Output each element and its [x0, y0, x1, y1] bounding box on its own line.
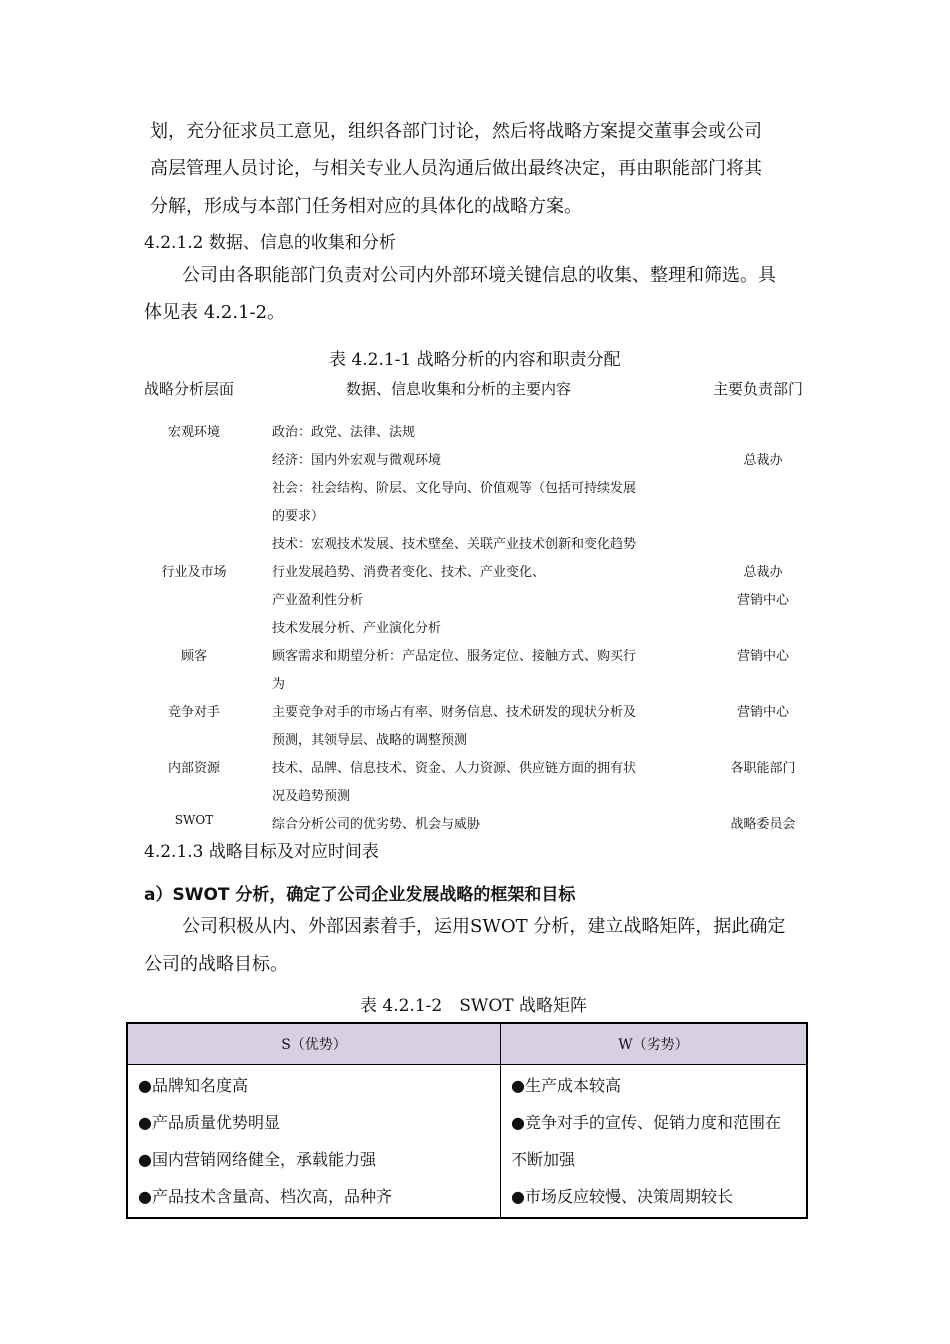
table1-content-row: 社会：社会结构、阶层、文化导向、价值观等（包括可持续发展 — [272, 481, 637, 496]
table1-content-row: 技术：宏观技术发展、技术壁垒、关联产业技术创新和变化趋势 — [272, 537, 637, 552]
table1-department: 营销中心 — [736, 705, 789, 720]
table1-header-level: 战略分析层面 — [144, 380, 235, 398]
table1-content-row: 技术、品牌、信息技术、资金、人力资源、供应链方面的拥有状 — [272, 761, 637, 776]
weakness-item: ●市场反应较慢、决策周期较长 — [511, 1187, 733, 1206]
swot-strengths-cell — [127, 1065, 501, 1219]
intro-line-2: 高层管理人员讨论，与相关专业人员沟通后做出最终决定，再由职能部门将其 — [150, 158, 762, 179]
table1-content-row: 经济：国内外宏观与微观环境 — [272, 453, 442, 468]
table1-department: 总裁办 — [743, 453, 783, 468]
table1-department: 营销中心 — [736, 593, 789, 608]
section-4213-subheading: a）SWOT 分析，确定了公司企业发展战略的框架和目标 — [144, 885, 576, 905]
strength-item: ●产品质量优势明显 — [138, 1113, 280, 1132]
table1-caption: 表 4.2.1-1 战略分析的内容和职责分配 — [329, 350, 621, 370]
swot-body-row — [127, 1065, 807, 1219]
intro-line-3: 分解，形成与本部门任务相对应的具体化的战略方案。 — [150, 196, 582, 217]
section-heading-4213: 4.2.1.3 战略目标及对应时间表 — [144, 842, 379, 862]
table1-content-row: 预测，其领导层、战略的调整预测 — [272, 733, 468, 748]
table1-department: 各职能部门 — [730, 761, 796, 776]
table1-level-industry: 行业及市场 — [161, 565, 227, 580]
table1-level-internal: 内部资源 — [167, 761, 220, 776]
strength-item: ●产品技术含量高、档次高，品种齐 — [138, 1187, 392, 1206]
section-heading-4212: 4.2.1.2 数据、信息的收集和分析 — [144, 233, 396, 253]
swot-weaknesses-cell — [501, 1065, 808, 1219]
table1-department: 营销中心 — [736, 649, 789, 664]
table1-level-macro: 宏观环境 — [167, 425, 220, 440]
weakness-item: ●生产成本较高 — [511, 1076, 621, 1095]
table2-caption: 表 4.2.1-2 SWOT 战略矩阵 — [360, 996, 588, 1016]
table1-content-row: 产业盈利性分析 — [272, 593, 364, 608]
strength-item: ●国内营销网络健全，承载能力强 — [138, 1150, 376, 1169]
section-4213-para-line-1: 公司积极从内、外部因素着手，运用SWOT 分析，建立战略矩阵，据此确定 — [182, 916, 786, 937]
table1-department: 战略委员会 — [730, 817, 796, 832]
weakness-item: 不断加强 — [511, 1150, 576, 1169]
table1-content-row: 主要竞争对手的市场占有率、财务信息、技术研发的现状分析及 — [272, 705, 637, 720]
table1-header-department: 主要负责部门 — [713, 380, 804, 398]
table1-content-row: 政治：政党、法律、法规 — [272, 425, 416, 440]
table1-header-content: 数据、信息收集和分析的主要内容 — [346, 380, 572, 398]
table1-content-row: 况及趋势预测 — [272, 789, 351, 804]
table1-level-customer: 顾客 — [180, 649, 207, 664]
table1-content-row: 综合分析公司的优劣势、机会与威胁 — [272, 817, 481, 832]
table1-level-competitor: 竞争对手 — [167, 705, 220, 720]
table1-department: 总裁办 — [743, 565, 783, 580]
table1-content-row: 行业发展趋势、消费者变化、技术、产业变化、 — [272, 565, 546, 580]
section-4212-para-line-1: 公司由各职能部门负责对公司内外部环境关键信息的收集、整理和筛选。具 — [182, 265, 776, 286]
swot-matrix-table — [126, 1022, 808, 1219]
weakness-item: ●竞争对手的宣传、促销力度和范围在 — [511, 1113, 781, 1132]
swot-header-strengths: S（优势） — [127, 1023, 501, 1065]
table1-content-row: 技术发展分析、产业演化分析 — [272, 621, 442, 636]
strength-item: ●品牌知名度高 — [138, 1076, 248, 1095]
section-4213-para-line-2: 公司的战略目标。 — [144, 954, 288, 975]
swot-header-weaknesses: W（劣势） — [501, 1023, 808, 1065]
intro-line-1: 划，充分征求员工意见，组织各部门讨论，然后将战略方案提交董事会或公司 — [150, 121, 762, 142]
section-4212-para-line-2: 体见表 4.2.1-2。 — [144, 302, 286, 323]
table1-content-row: 为 — [272, 677, 286, 692]
swot-header-row — [127, 1023, 807, 1065]
table1-level-swot: SWOT — [174, 813, 214, 827]
table1-content-row: 的要求） — [272, 509, 325, 524]
table1-content-row: 顾客需求和期望分析：产品定位、服务定位、接触方式、购买行 — [272, 649, 637, 664]
